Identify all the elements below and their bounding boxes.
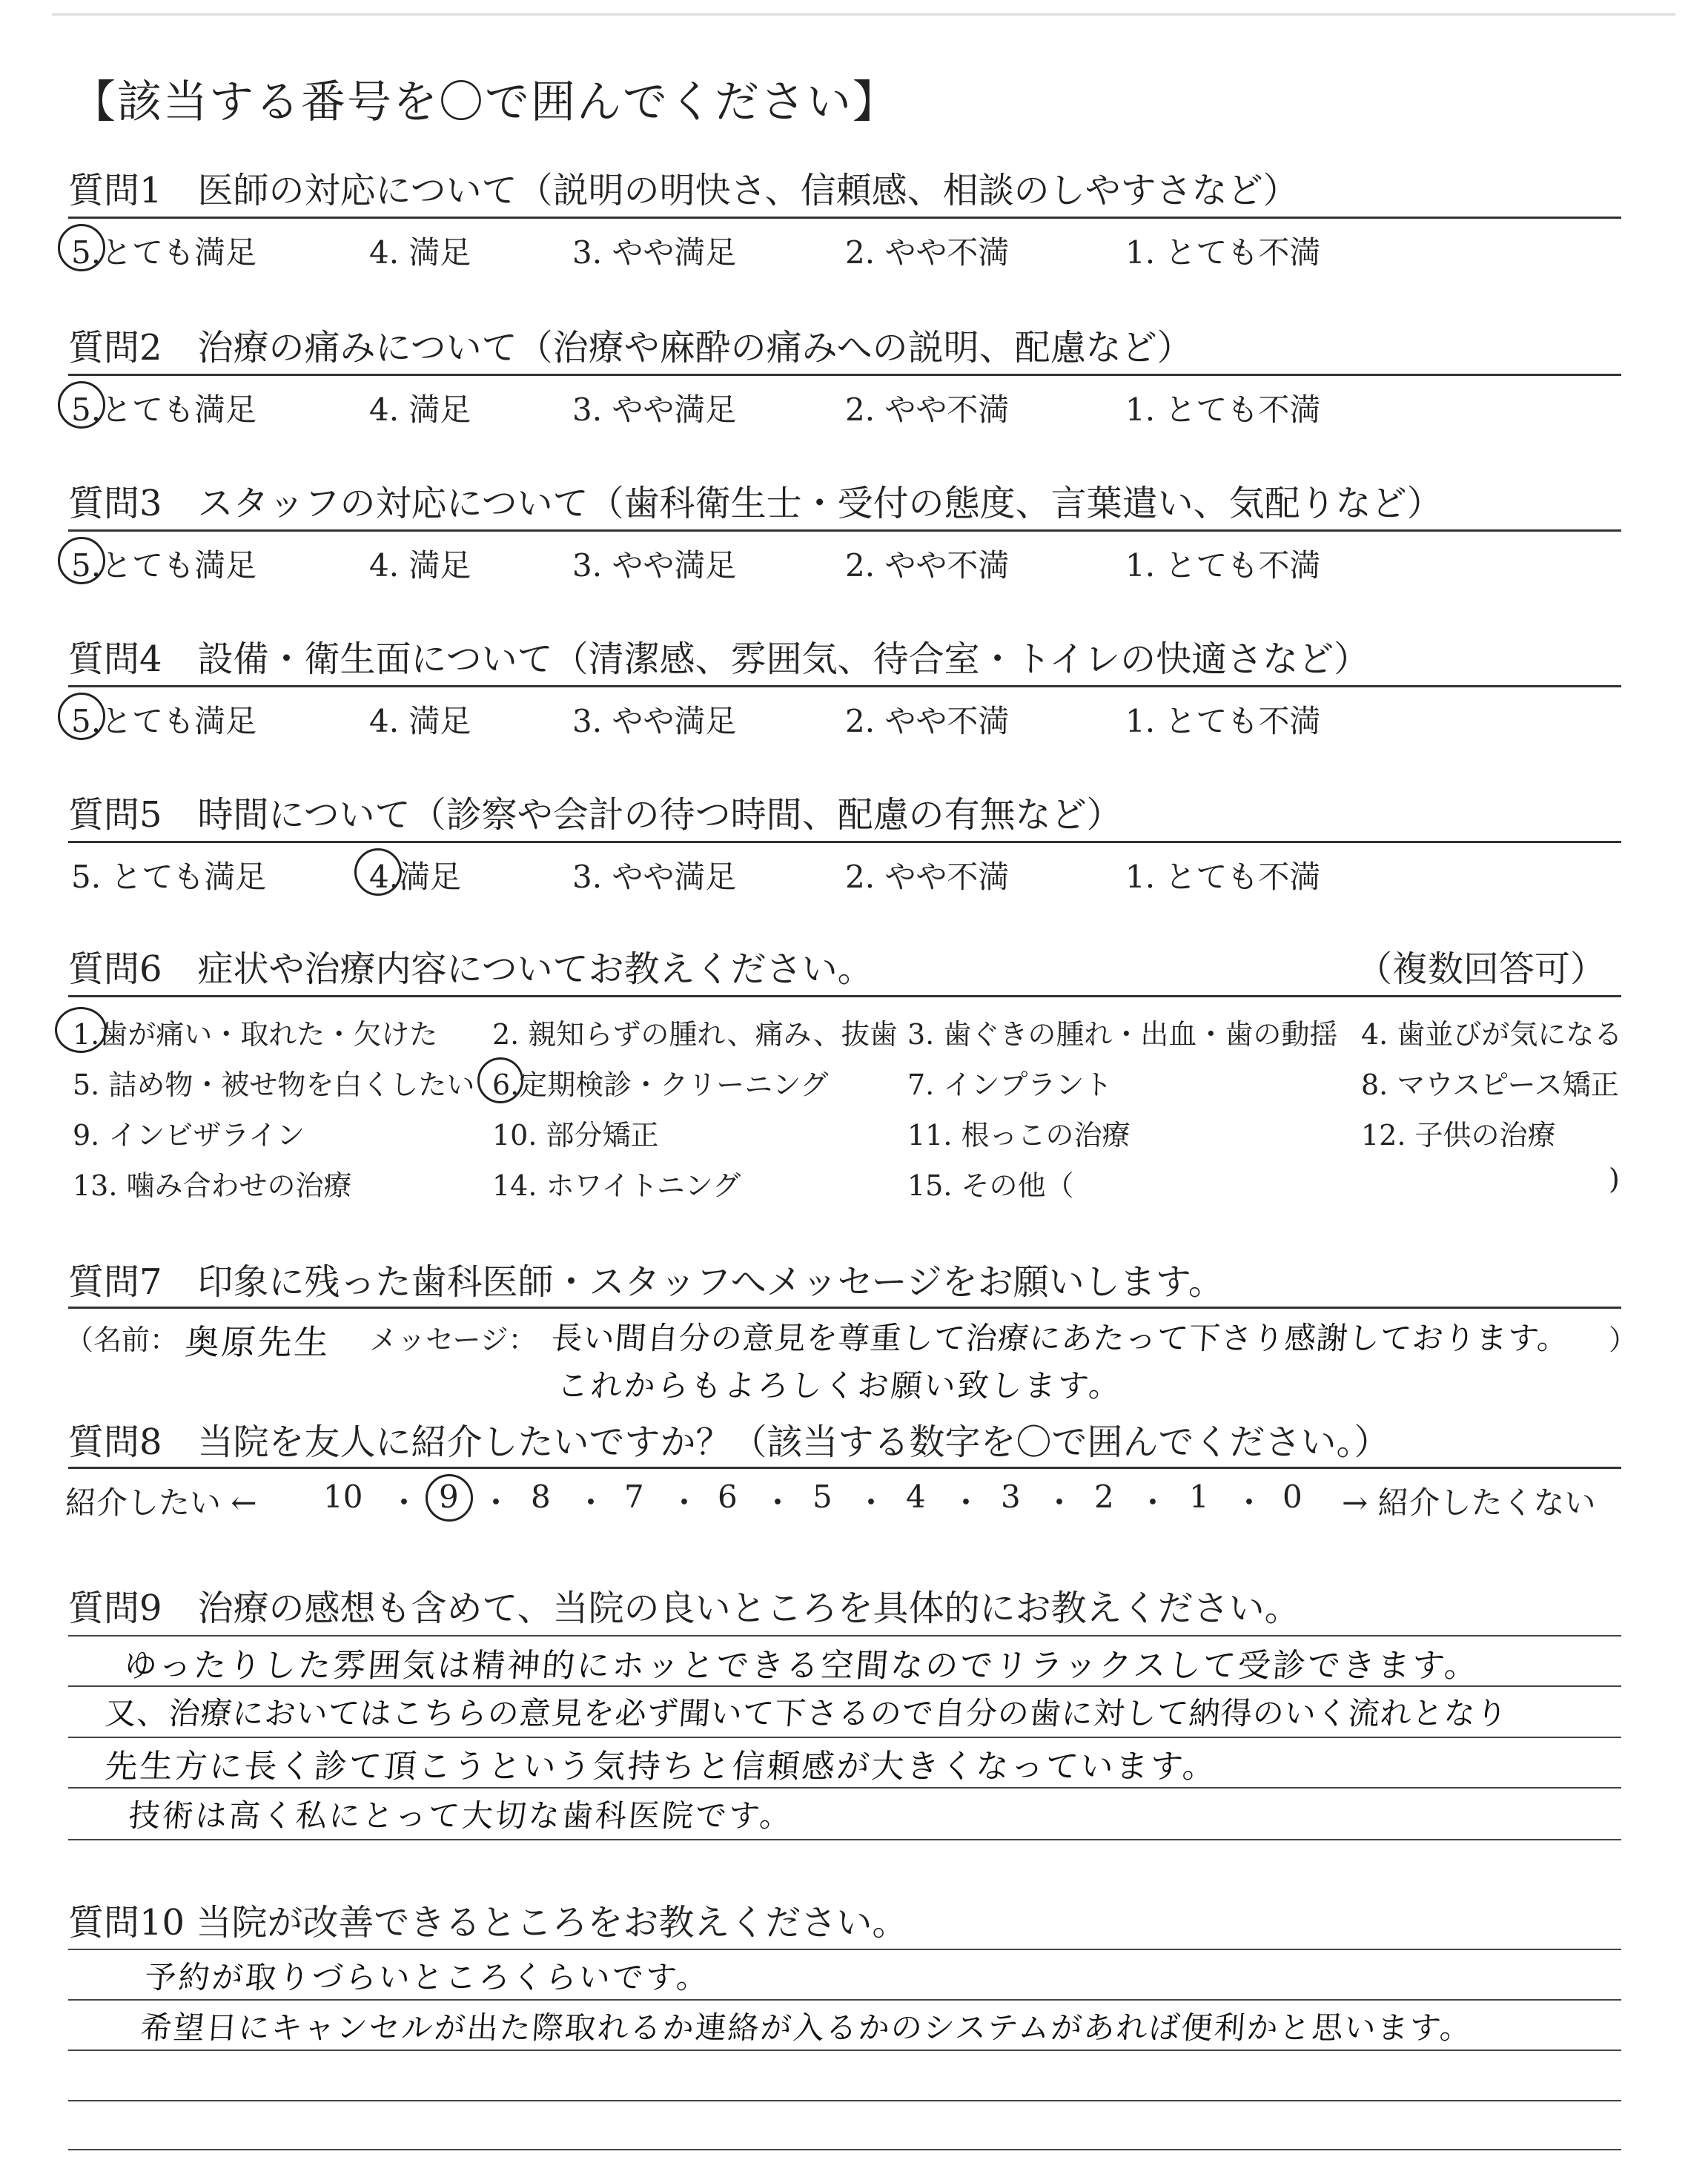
q7-message-line-2[interactable]: これからもよろしくお願い致します。 <box>556 1367 1124 1404</box>
question-6-rule <box>68 995 1621 997</box>
question-2-title: 質問2 治療の痛みについて（治療や麻酔の痛みへの説明、配慮など） <box>68 327 1193 369</box>
q3-option-3[interactable]: 3. やや満足 <box>572 547 737 584</box>
q8-dot: ・ <box>1044 1484 1076 1521</box>
q1-option-4[interactable]: 4. 満足 <box>369 234 471 271</box>
q4-option-1[interactable]: 1. とても不満 <box>1125 703 1321 739</box>
q7-name-value[interactable]: 奥原先生 <box>183 1322 332 1362</box>
q10-answer-line-2[interactable]: 希望日にキャンセルが出た際取れるか連絡が入るかのシステムがあれば便利かと思います。 <box>139 2009 1474 2046</box>
question-5-title: 質問5 時間について（診察や会計の待つ時間、配慮の有無など） <box>68 794 1122 836</box>
q8-dot: ・ <box>1137 1484 1169 1521</box>
q6-item-5[interactable]: 5. 詰め物・被せ物を白くしたい <box>73 1069 475 1101</box>
question-2-rule <box>68 374 1621 376</box>
question-7-title: 質問7 印象に残った歯科医師・スタッフへメッセージをお願いします。 <box>68 1261 1224 1303</box>
q8-dot: ・ <box>480 1484 512 1521</box>
q4-selection-circle <box>58 693 105 740</box>
q7-message-label: メッセージ： <box>369 1324 537 1356</box>
q8-scale-10[interactable]: 10 <box>323 1479 363 1515</box>
q6-item-8[interactable]: 8. マウスピース矯正 <box>1361 1069 1619 1101</box>
page-title: 【該当する番号を〇で囲んでください】 <box>71 76 898 128</box>
q8-scale-6[interactable]: 6 <box>718 1479 738 1515</box>
q8-left-label: 紹介したい ← <box>65 1484 257 1521</box>
question-4-title: 質問4 設備・衛生面について（清潔感、雰囲気、待合室・トイレの快適さなど） <box>68 638 1370 680</box>
q2-option-4[interactable]: 4. 満足 <box>369 392 471 428</box>
q6-item-3[interactable]: 3. 歯ぐきの腫れ・出血・歯の動揺 <box>907 1018 1338 1051</box>
q10-answer-line <box>68 2149 1621 2150</box>
q3-option-4[interactable]: 4. 満足 <box>369 547 471 584</box>
q6-item-10[interactable]: 10. 部分矯正 <box>492 1119 659 1152</box>
q4-option-4[interactable]: 4. 満足 <box>369 703 471 739</box>
q3-option-2[interactable]: 2. やや不満 <box>845 547 1010 584</box>
q1-selection-circle <box>58 224 105 271</box>
q8-scale-8[interactable]: 8 <box>531 1479 551 1515</box>
q9-answer-line <box>68 1787 1621 1789</box>
q6-item-4[interactable]: 4. 歯並びが気になる <box>1361 1018 1623 1051</box>
q6-item-6[interactable]: 6.定期検診・クリーニング <box>492 1069 829 1101</box>
q8-dot: ・ <box>762 1484 794 1521</box>
q9-answer-line-1[interactable]: ゆったりした雰囲気は精神的にホッとできる空間なのでリラックスして受診できます。 <box>122 1647 1481 1685</box>
q8-dot: ・ <box>388 1484 420 1521</box>
q1-option-3[interactable]: 3. やや満足 <box>572 234 737 271</box>
q5-option-2[interactable]: 2. やや不満 <box>845 859 1010 895</box>
q7-close-paren: ） <box>1609 1324 1638 1356</box>
q6-item-14[interactable]: 14. ホワイトニング <box>492 1169 741 1202</box>
q5-option-3[interactable]: 3. やや満足 <box>572 859 737 895</box>
question-8-rule <box>68 1467 1621 1469</box>
q2-option-3[interactable]: 3. やや満足 <box>572 392 737 428</box>
q8-dot: ・ <box>575 1484 607 1521</box>
q6-item-15[interactable]: 15. その他（ <box>907 1169 1074 1202</box>
q8-scale-7[interactable]: 7 <box>624 1479 644 1515</box>
question-8-title: 質問8 当院を友人に紹介したいですか？（該当する数字を〇で囲んでください。） <box>68 1421 1390 1463</box>
q6-item-7[interactable]: 7. インプラント <box>907 1069 1113 1101</box>
q6-selection-circle-6 <box>477 1057 523 1103</box>
q1-option-5[interactable]: 5.とても満足 <box>71 234 257 271</box>
q5-option-4[interactable]: 4.満足 <box>369 859 462 895</box>
q6-selection-circle-1 <box>55 1007 107 1053</box>
q6-item-1[interactable]: 1.歯が痛い・取れた・欠けた <box>73 1018 438 1051</box>
q8-dot: ・ <box>1234 1484 1265 1521</box>
question-6-title: 質問6 症状や治療内容についてお教えください。 <box>68 948 873 990</box>
q6-item-11[interactable]: 11. 根っこの治療 <box>907 1119 1131 1152</box>
q9-answer-line <box>68 1839 1621 1840</box>
q8-scale-0[interactable]: 0 <box>1282 1479 1302 1515</box>
q2-option-5[interactable]: 5.とても満足 <box>71 392 257 428</box>
question-7-rule <box>68 1307 1621 1309</box>
question-3-title: 質問3 スタッフの対応について（歯科衛生士・受付の態度、言葉遣い、気配りなど） <box>68 483 1443 524</box>
q8-dot: ・ <box>950 1484 982 1521</box>
q3-selection-circle <box>58 537 105 584</box>
q9-answer-line-3[interactable]: 先生方に長く診て頂こうという気持ちと信頼感が大きくなっています。 <box>103 1748 1219 1786</box>
q9-answer-line <box>68 1635 1621 1636</box>
q6-item-13[interactable]: 13. 噛み合わせの治療 <box>73 1169 352 1202</box>
top-border <box>52 13 1675 16</box>
q8-right-label: → 紹介したくない <box>1342 1484 1596 1521</box>
q8-selection-circle <box>426 1474 473 1522</box>
q4-option-2[interactable]: 2. やや不満 <box>845 703 1010 739</box>
question-1-rule <box>68 217 1621 219</box>
q9-answer-line-2[interactable]: 又、治療においてはこちらの意見を必ず聞いて下さるので自分の歯に対して納得のいく流れとなり <box>104 1695 1509 1731</box>
q10-answer-line-1[interactable]: 予約が取りづらいところくらいです。 <box>144 1959 712 1995</box>
q5-option-5[interactable]: 5. とても満足 <box>71 859 267 895</box>
q8-scale-2[interactable]: 2 <box>1094 1479 1114 1515</box>
q9-answer-line <box>68 1737 1621 1738</box>
question-3-rule <box>68 529 1621 532</box>
q5-selection-circle <box>354 848 402 896</box>
q8-dot: ・ <box>669 1484 701 1521</box>
q5-option-1[interactable]: 1. とても不満 <box>1125 859 1321 895</box>
q1-option-2[interactable]: 2. やや不満 <box>845 234 1010 271</box>
q8-scale-1[interactable]: 1 <box>1189 1479 1209 1515</box>
q2-selection-circle <box>58 381 105 429</box>
q10-answer-line <box>68 1999 1621 2001</box>
q4-option-3[interactable]: 3. やや満足 <box>572 703 737 739</box>
question-6-note: （複数回答可） <box>1357 948 1606 990</box>
q8-dot: ・ <box>855 1484 887 1521</box>
q6-item-12[interactable]: 12. 子供の治療 <box>1361 1119 1556 1152</box>
q2-option-1[interactable]: 1. とても不満 <box>1125 392 1321 428</box>
question-10-title: 質問10 当院が改善できるところをお教えください。 <box>68 1902 908 1943</box>
q10-answer-line <box>68 2100 1621 2101</box>
q3-option-1[interactable]: 1. とても不満 <box>1125 547 1321 584</box>
q2-option-2[interactable]: 2. やや不満 <box>845 392 1010 428</box>
q7-name-label: （名前： <box>65 1324 179 1356</box>
question-4-rule <box>68 685 1621 687</box>
question-1-title: 質問1 医師の対応について（説明の明快さ、信頼感、相談のしやすさなど） <box>68 170 1299 211</box>
q9-answer-line-4[interactable]: 技術は高く私にとって大切な歯科医院です。 <box>128 1797 795 1834</box>
q8-scale-5[interactable]: 5 <box>812 1479 833 1515</box>
q6-item-9[interactable]: 9. インビザライン <box>73 1119 305 1152</box>
question-9-title: 質問9 治療の感想も含めて、当院の良いところを具体的にお教えください。 <box>68 1588 1300 1629</box>
q1-option-1[interactable]: 1. とても不満 <box>1125 234 1321 271</box>
q8-scale-4[interactable]: 4 <box>906 1479 926 1515</box>
q8-scale-9[interactable]: 9 <box>439 1479 459 1515</box>
q7-message-line-1[interactable]: 長い間自分の意見を尊重して治療にあたって下さり感謝しております。 <box>550 1320 1571 1356</box>
q4-option-5[interactable]: 5.とても満足 <box>71 703 257 739</box>
q8-scale-3[interactable]: 3 <box>1001 1479 1021 1515</box>
q10-answer-line <box>68 2050 1621 2051</box>
q3-option-5[interactable]: 5.とても満足 <box>71 547 257 584</box>
q6-item-15-close: ) <box>1609 1163 1620 1195</box>
q6-item-2[interactable]: 2. 親知らずの腫れ、痛み、抜歯 <box>492 1018 898 1051</box>
question-5-rule <box>68 841 1621 843</box>
q10-answer-line <box>68 1949 1621 1950</box>
